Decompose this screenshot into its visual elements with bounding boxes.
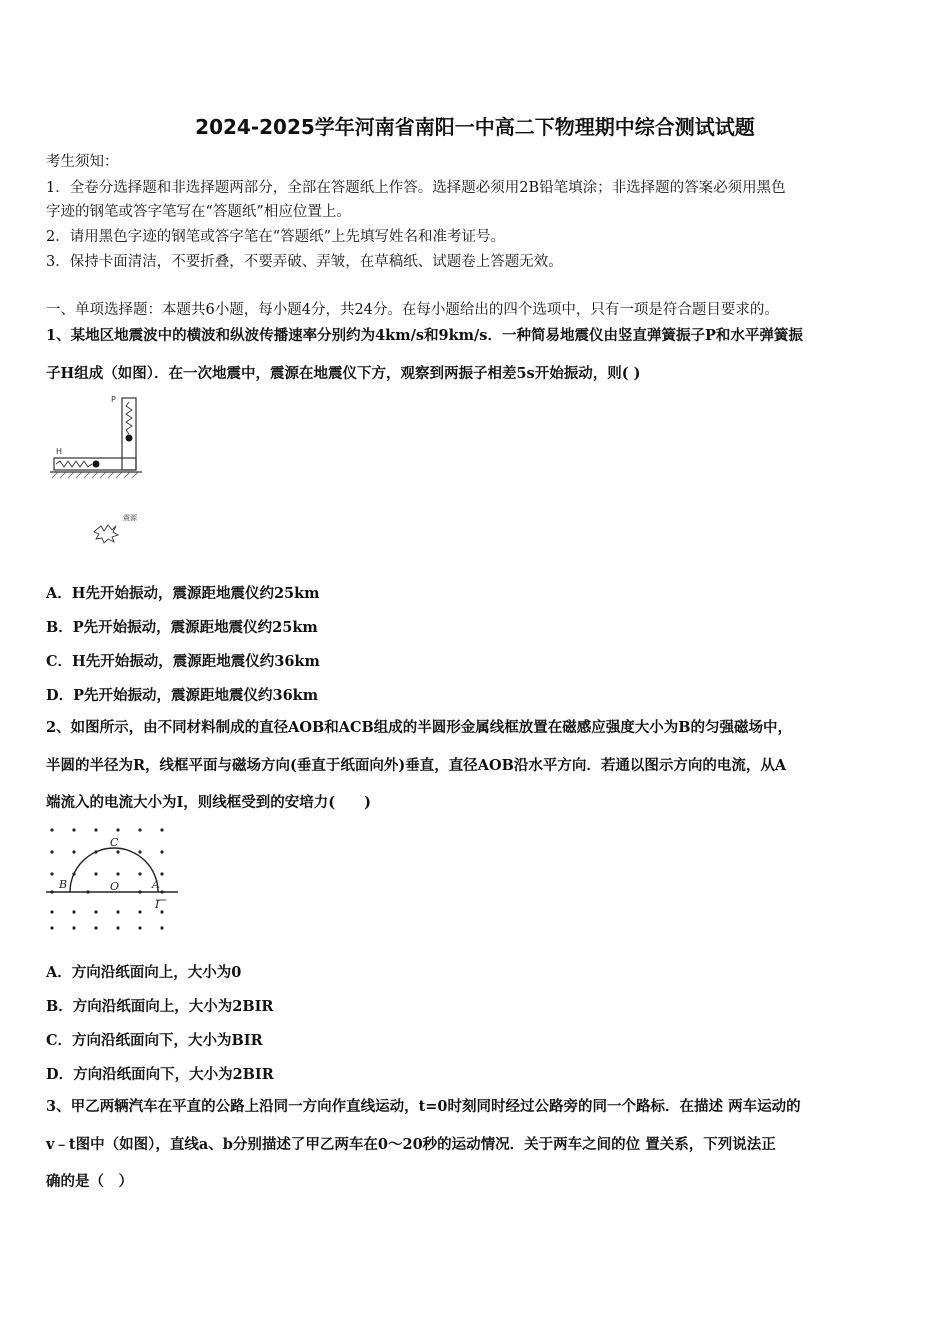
field-dot bbox=[50, 872, 53, 875]
option-d: D．方向沿纸面向下，大小为2BIR bbox=[46, 1066, 274, 1083]
question-1-text: 1、某地区地震波中的横波和纵波传播速率分别约为4km/s和9km/s．一种简易地震仪由竖直弹簧振子P和水平弹簧振 bbox=[46, 327, 803, 344]
field-dot bbox=[138, 872, 141, 875]
field-dot bbox=[138, 850, 141, 853]
field-dot bbox=[94, 926, 97, 929]
field-dot bbox=[116, 926, 119, 929]
section-heading: 一、单项选择题：本题共6小题，每小题4分，共24分。在每小题给出的四个选项中，只有一项是符合题目要求的。 bbox=[46, 302, 779, 318]
option-d: D．P先开始振动，震源距地震仪约36km bbox=[46, 687, 319, 704]
field-dot bbox=[72, 926, 75, 929]
option-b: B．P先开始振动，震源距地震仪约25km bbox=[46, 619, 318, 636]
seismograph-figure bbox=[44, 392, 154, 552]
notice-item: 3．保持卡面清洁，不要折叠，不要弄破、弄皱，在草稿纸、试题卷上答题无效。 bbox=[46, 254, 563, 270]
question-3-text: 确的是（ ） bbox=[46, 1173, 133, 1190]
question-2-text: 半圆的半径为R，线框平面与磁场方向(垂直于纸面向外)垂直，直径AOB沿水平方向．若通以图示方向的电流，从A bbox=[46, 757, 787, 774]
field-dot bbox=[160, 872, 163, 875]
option-c: C．方向沿纸面向下，大小为BIR bbox=[46, 1032, 263, 1049]
field-dot bbox=[116, 850, 119, 853]
question-2-text: 2、如图所示，由不同材料制成的直径AOB和ACB组成的半圆形金属线框放置在磁感应强度大小为B的匀强磁场中， bbox=[46, 719, 793, 736]
label-i: I bbox=[155, 898, 160, 911]
field-dot bbox=[138, 828, 141, 831]
field-dot bbox=[50, 850, 53, 853]
field-dot bbox=[116, 872, 119, 875]
label-h: H bbox=[56, 447, 63, 456]
notice-item: 字迹的钢笔或答字笔写在“答题纸”相应位置上。 bbox=[46, 204, 351, 220]
magnetic-field-dots bbox=[50, 828, 163, 929]
option-a: A．H先开始振动，震源距地震仪约25km bbox=[46, 585, 320, 602]
semicircle-field-figure bbox=[44, 822, 184, 934]
notice-item: 1．全卷分选择题和非选择题两部分，全部在答题纸上作答。选择题必须用2B铅笔填涂；非选择题的答案必须用黑色 bbox=[46, 180, 786, 196]
field-dot bbox=[138, 926, 141, 929]
field-dot bbox=[94, 872, 97, 875]
question-3-text: v﹣t图中（如图），直线a、b分别描述了甲乙两车在0～20秒的运动情况．关于两车之间的位 置关系，下列说法正 bbox=[46, 1136, 776, 1153]
field-dot bbox=[72, 910, 75, 913]
label-a: A bbox=[152, 878, 160, 891]
page-title: 2024-2025学年河南省南阳一中高二下物理期中综合测试试题 bbox=[195, 115, 755, 139]
label-c: C bbox=[110, 836, 119, 849]
notice-item: 2．请用黑色字迹的钢笔或答字笔在“答题纸”上先填写姓名和准考证号。 bbox=[46, 229, 506, 245]
question-1-text: 子H组成（如图）．在一次地震中，震源在地震仪下方，观察到两振子相差5s开始振动，则( ) bbox=[46, 365, 641, 382]
label-p: P bbox=[111, 395, 116, 404]
field-dot bbox=[116, 828, 119, 831]
field-dot bbox=[50, 910, 53, 913]
field-dot bbox=[72, 850, 75, 853]
field-dot bbox=[94, 910, 97, 913]
label-source: 震源 bbox=[123, 514, 137, 522]
field-dot bbox=[116, 910, 119, 913]
field-dot bbox=[138, 910, 141, 913]
field-dot bbox=[72, 828, 75, 831]
label-b: B bbox=[59, 878, 68, 891]
notice-heading: 考生须知： bbox=[46, 154, 119, 170]
label-o: O bbox=[110, 880, 120, 893]
question-3-text: 3、甲乙两辆汽车在平直的公路上沿同一方向作直线运动，t=0时刻同时经过公路旁的同一个路标．在描述 两车运动的 bbox=[46, 1098, 801, 1115]
field-dot bbox=[160, 850, 163, 853]
question-2-text: 端流入的电流大小为I，则线框受到的安培力( ) bbox=[46, 794, 372, 811]
option-b: B．方向沿纸面向上，大小为2BIR bbox=[46, 998, 274, 1015]
field-dot bbox=[94, 828, 97, 831]
field-dot bbox=[50, 828, 53, 831]
epicenter-icon bbox=[94, 525, 118, 543]
field-dot bbox=[50, 926, 53, 929]
field-dot bbox=[160, 926, 163, 929]
option-c: C．H先开始振动，震源距地震仪约36km bbox=[46, 653, 320, 670]
field-dot bbox=[160, 828, 163, 831]
option-a: A．方向沿纸面向上，大小为0 bbox=[46, 964, 242, 981]
field-dot bbox=[160, 910, 163, 913]
